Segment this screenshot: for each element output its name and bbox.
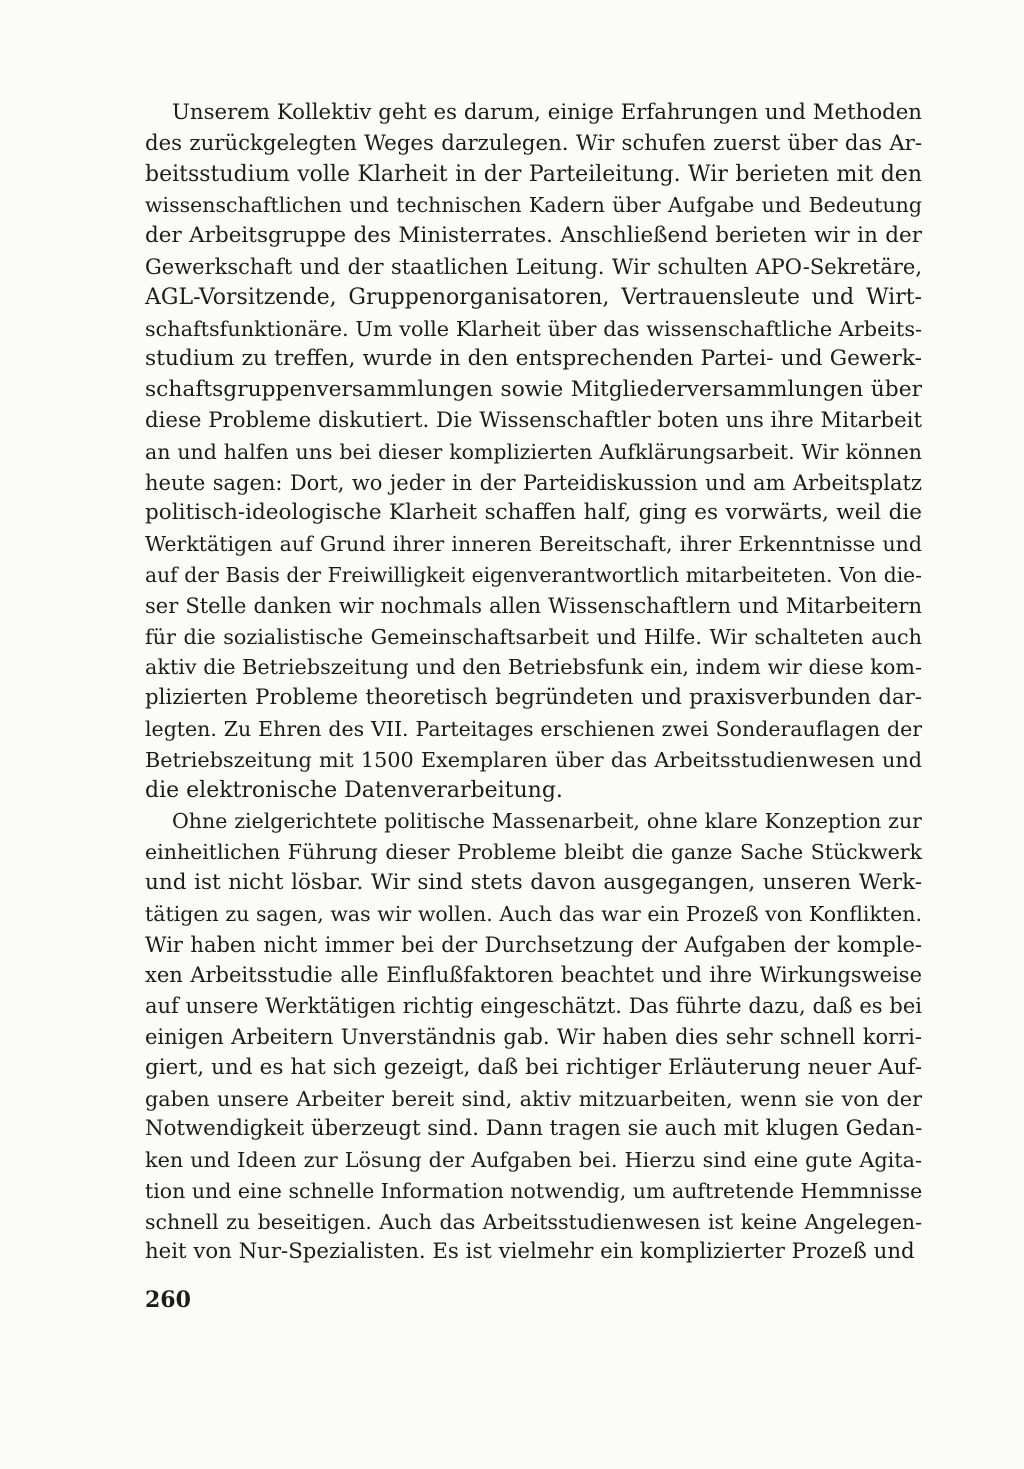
paragraph	[145, 98, 922, 806]
text-line: Ohne zielgerichtete politische Massenarbeit, ohne klare Konzeption zur	[172, 809, 922, 834]
text-line: schaftsfunktionäre. Um volle Klarheit über das wissenschaftliche Arbeits-	[145, 316, 922, 341]
text-line: heute sagen: Dort, wo jeder in der Parteidiskussion und am Arbeitsplatz	[145, 470, 922, 495]
text-line: der Arbeitsgruppe des Ministerrates. Anschließend berieten wir in der	[145, 223, 922, 249]
text-line: auf unsere Werktätigen richtig eingeschätzt. Das führte dazu, daß es bei	[145, 994, 922, 1019]
text-line: tion und eine schnelle Information notwendig, um auftretende Hemmnisse	[145, 1178, 923, 1203]
text-line: xen Arbeitsstudie alle Einflußfaktoren beachtet und ihre Wirkungsweise	[145, 963, 922, 988]
text-line: die elektronische Datenverarbeitung.	[145, 777, 563, 803]
text-line: wissenschaftlichen und technischen Kadern über Aufgabe und Bedeutung	[145, 193, 922, 218]
text-line: einigen Arbeitern Unverständnis gab. Wir haben dies sehr schnell korri-	[145, 1024, 922, 1049]
text-line: gaben unsere Arbeiter bereit sind, aktiv mitzuarbeiten, wenn sie von der	[145, 1086, 922, 1111]
text-line: des zurückgelegten Weges darzulegen. Wir schufen zuerst über das Ar-	[145, 130, 922, 156]
text-line: giert, und es hat sich gezeigt, daß bei richtiger Erläuterung neuer Auf-	[145, 1054, 922, 1080]
text-line: beitsstudium volle Klarheit in der Parteileitung. Wir berieten mit den	[145, 161, 922, 187]
text-line: einheitlichen Führung dieser Probleme bleibt die ganze Sache Stückwerk	[145, 840, 922, 865]
text-line: an und halfen uns bei dieser komplizierten Aufklärungsarbeit. Wir können	[145, 439, 922, 464]
text-line: Werktätigen auf Grund ihrer inneren Bereitschaft, ihrer Erkenntnisse und	[145, 532, 922, 557]
text-line: legten. Zu Ehren des VII. Parteitages erschienen zwei Sonderauflagen der	[145, 716, 922, 741]
text-line: diese Probleme diskutiert. Die Wissenschaftler boten uns ihre Mitarbeit	[145, 407, 922, 433]
paragraph	[145, 806, 922, 1268]
text-line: politisch-ideologische Klarheit schaffen half, ging es vorwärts, weil die	[145, 500, 922, 526]
text-line: ser Stelle danken wir nochmals allen Wissenschaftlern und Mitarbeitern	[145, 593, 922, 618]
text-line: für die sozialistische Gemeinschaftsarbeit und Hilfe. Wir schalteten auch	[145, 624, 922, 649]
text-line: plizierten Probleme theoretisch begründeten und praxisverbunden dar-	[145, 685, 922, 711]
text-line: Gewerkschaft und der staatlichen Leitung. Wir schulten APO-Sekretäre,	[145, 254, 922, 279]
text-line: Unserem Kollektiv geht es darum, einige Erfahrungen und Methoden	[172, 100, 922, 125]
text-line: Betriebszeitung mit 1500 Exemplaren über das Arbeitsstudienwesen und	[145, 747, 922, 772]
text-line: AGL-Vorsitzende, Gruppenorganisatoren, Vertrauensleute und Wirt-	[145, 284, 922, 310]
page-number: 260	[145, 1287, 191, 1313]
text-line: Wir haben nicht immer bei der Durchsetzung der Aufgaben der komple-	[145, 932, 922, 957]
text-line: schnell zu beseitigen. Auch das Arbeitsstudienwesen ist keine Angelegen-	[145, 1209, 922, 1234]
text-line: studium zu treffen, wurde in den entsprechenden Partei- und Gewerk-	[145, 346, 922, 372]
text-line: schaftsgruppenversammlungen sowie Mitgliederversammlungen über	[145, 377, 922, 403]
text-line: tätigen zu sagen, was wir wollen. Auch das war ein Prozeß von Konflikten.	[145, 901, 922, 926]
text-line: ken und Ideen zur Lösung der Aufgaben bei. Hierzu sind eine gute Agita-	[145, 1148, 922, 1173]
body-text	[145, 98, 922, 1268]
text-line: Notwendigkeit überzeugt sind. Dann tragen sie auch mit klugen Gedan-	[145, 1116, 923, 1142]
text-line: und ist nicht lösbar. Wir sind stets davon ausgegangen, unseren Werk-	[145, 869, 922, 895]
text-line: heit von Nur-Spezialisten. Es ist vielmehr ein komplizierter Prozeß und	[145, 1239, 915, 1265]
text-line: aktiv die Betriebszeitung und den Betriebsfunk ein, indem wir diese kom-	[145, 655, 922, 680]
text-line: auf der Basis der Freiwilligkeit eigenverantwortlich mitarbeiteten. Von die-	[145, 562, 922, 587]
